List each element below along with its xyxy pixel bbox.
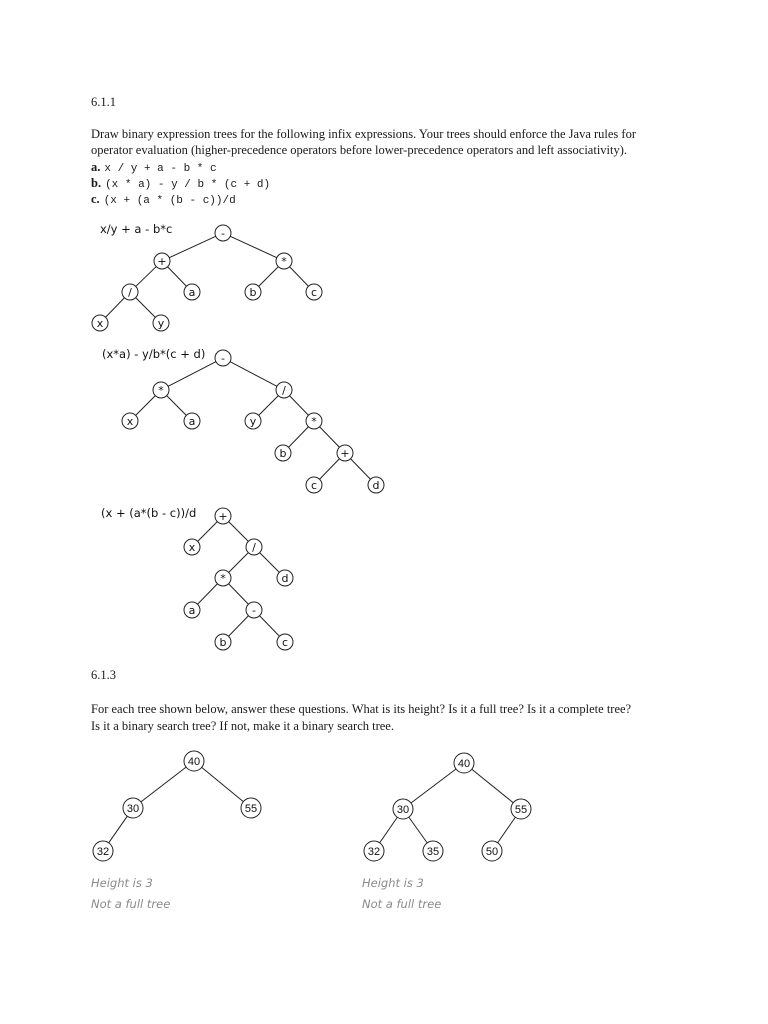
item-expr: (x * a) - y / b * (c + d) [105,179,271,191]
node-label: x [96,317,104,330]
node-label: * [158,384,164,397]
tree-edge [230,362,277,387]
tree-caption-1: x/y + a - b*c [100,222,173,236]
tree-node-times2 [306,413,322,429]
tree-edge [230,236,276,257]
tree-node-times [153,382,169,398]
node-label: y [249,415,257,428]
node-label: * [220,572,226,585]
node-label: / [128,286,132,299]
tree-node-b [245,284,261,300]
tree-node-n55 [241,798,261,818]
tree-edge [168,362,216,387]
answer-1-height: Height is 3 [91,876,153,890]
item-label: b. [91,176,102,190]
tree-edge [136,298,156,318]
tree-edge [259,396,279,416]
number-tree-2 [364,753,531,861]
tree-node-n30 [393,799,413,819]
node-label: 55 [244,803,258,815]
tree-node-b [275,445,291,461]
tree-node-minus [215,350,231,366]
tree-node-plus [154,253,170,269]
section-heading-6-1-1: 6.1.1 [91,95,116,109]
tree-node-c [277,634,293,650]
node-label: / [282,384,286,397]
tree-node-d [368,477,384,493]
tree-node-y [245,413,261,429]
intro-line-1: Draw binary expression trees for the following infix expressions. Your trees should enforce the Java rules for [91,127,637,141]
node-label: a [188,286,196,299]
tree-edge [229,616,249,637]
tree-edge [472,769,513,802]
tree-edge [229,584,249,605]
answer-1-full: Not a full tree [91,897,171,911]
node-label: 40 [457,758,471,770]
tree-edge [198,522,218,542]
node-label: x [188,541,196,554]
tree-node-a [184,284,200,300]
tree-node-b [215,634,231,650]
tree-node-n40 [454,753,474,773]
node-label: a [188,415,196,428]
node-label: - [252,604,256,617]
expression-tree-2 [122,350,384,493]
tree-edge [289,427,309,448]
tree-edge [409,817,427,843]
node-label: 55 [514,804,528,816]
node-label: c [281,636,289,649]
node-label: - [221,352,225,365]
tree-node-n50 [482,841,502,861]
tree-node-y [153,315,169,331]
tree-node-a [184,413,200,429]
node-label: a [188,604,196,617]
node-label: d [281,572,289,585]
tree-node-x [184,539,200,555]
node-label: 40 [187,756,201,768]
tree-node-x [92,315,108,331]
node-label: y [157,317,165,330]
tree-caption-3: (x + (a*(b - c))/d [101,506,197,520]
tree-edge [290,267,309,287]
node-label: - [221,227,225,240]
node-label: c [310,479,318,492]
item-label: a. [91,160,101,174]
tree-edge [411,769,456,803]
tree-node-div [276,382,292,398]
node-label: 35 [426,846,440,858]
intro-line-2: operator evaluation (higher-precedence operators before lower-precedence operators and left associativity). [91,143,628,157]
node-label: * [281,255,287,268]
tree-edge [229,522,249,542]
tree-node-a [184,602,200,618]
q613-line-1: For each tree shown below, answer these questions. What is its height? Is it a full tree? Is it a complete tree? [91,702,632,716]
tree-edge [136,267,157,287]
tree-edge [106,298,125,318]
node-label: 32 [367,846,381,858]
tree-edge [169,236,215,257]
tree-node-n35 [423,841,443,861]
tree-node-plus [337,445,353,461]
tree-edge [320,459,340,480]
item-label: c. [91,192,100,206]
node-label: b [279,447,287,460]
node-label: + [157,255,167,268]
tree-edge [136,396,156,416]
node-label: 30 [396,804,410,816]
node-label: + [218,510,228,523]
tree-edge [141,767,186,802]
node-label: b [219,636,227,649]
node-label: * [311,415,317,428]
node-label: d [372,479,380,492]
tree-node-n32 [364,841,384,861]
tree-node-n40 [184,751,204,771]
node-label: 32 [96,846,110,858]
node-label: b [249,286,257,299]
node-label: c [310,286,318,299]
tree-edge [260,553,280,573]
node-label: 50 [485,846,499,858]
q613-line-2: Is it a binary search tree? If not, make it a binary search tree. [91,719,394,733]
node-label: + [340,447,350,460]
node-label: / [252,541,256,554]
expression-tree-3 [184,508,293,650]
tree-edge [202,767,244,801]
tree-edge [320,427,340,448]
tree-node-times [276,253,292,269]
node-label: 30 [126,803,140,815]
tree-edge [109,816,128,843]
answer-2-full: Not a full tree [362,897,442,911]
tree-node-n55 [511,799,531,819]
item-expr: (x + (a * (b - c))/d [103,195,236,207]
tree-node-x [122,413,138,429]
tree-node-c [306,477,322,493]
section-heading-6-1-3: 6.1.3 [91,668,116,682]
tree-node-times [215,570,231,586]
tree-edge [198,584,218,605]
tree-node-minus [246,602,262,618]
tree-edge [259,267,279,287]
tree-node-d [277,570,293,586]
tree-caption-2: (x*a) - y/b*(c + d) [102,347,206,361]
item-expr: x / y + a - b * c [104,163,217,175]
expression-tree-1 [92,225,322,331]
tree-edge [168,267,187,287]
tree-edge [260,616,280,637]
tree-edge [380,817,398,843]
tree-edge [167,396,187,416]
tree-node-c [306,284,322,300]
tree-node-div [122,284,138,300]
tree-edge [229,553,249,573]
tree-edge [351,459,371,480]
tree-node-n30 [123,798,143,818]
tree-node-minus [215,225,231,241]
number-tree-1 [93,751,261,861]
answer-2-height: Height is 3 [362,876,424,890]
tree-edge [498,817,516,843]
node-label: x [126,415,134,428]
tree-node-plus [215,508,231,524]
tree-node-n32 [93,841,113,861]
tree-node-div [246,539,262,555]
tree-edge [290,396,309,416]
